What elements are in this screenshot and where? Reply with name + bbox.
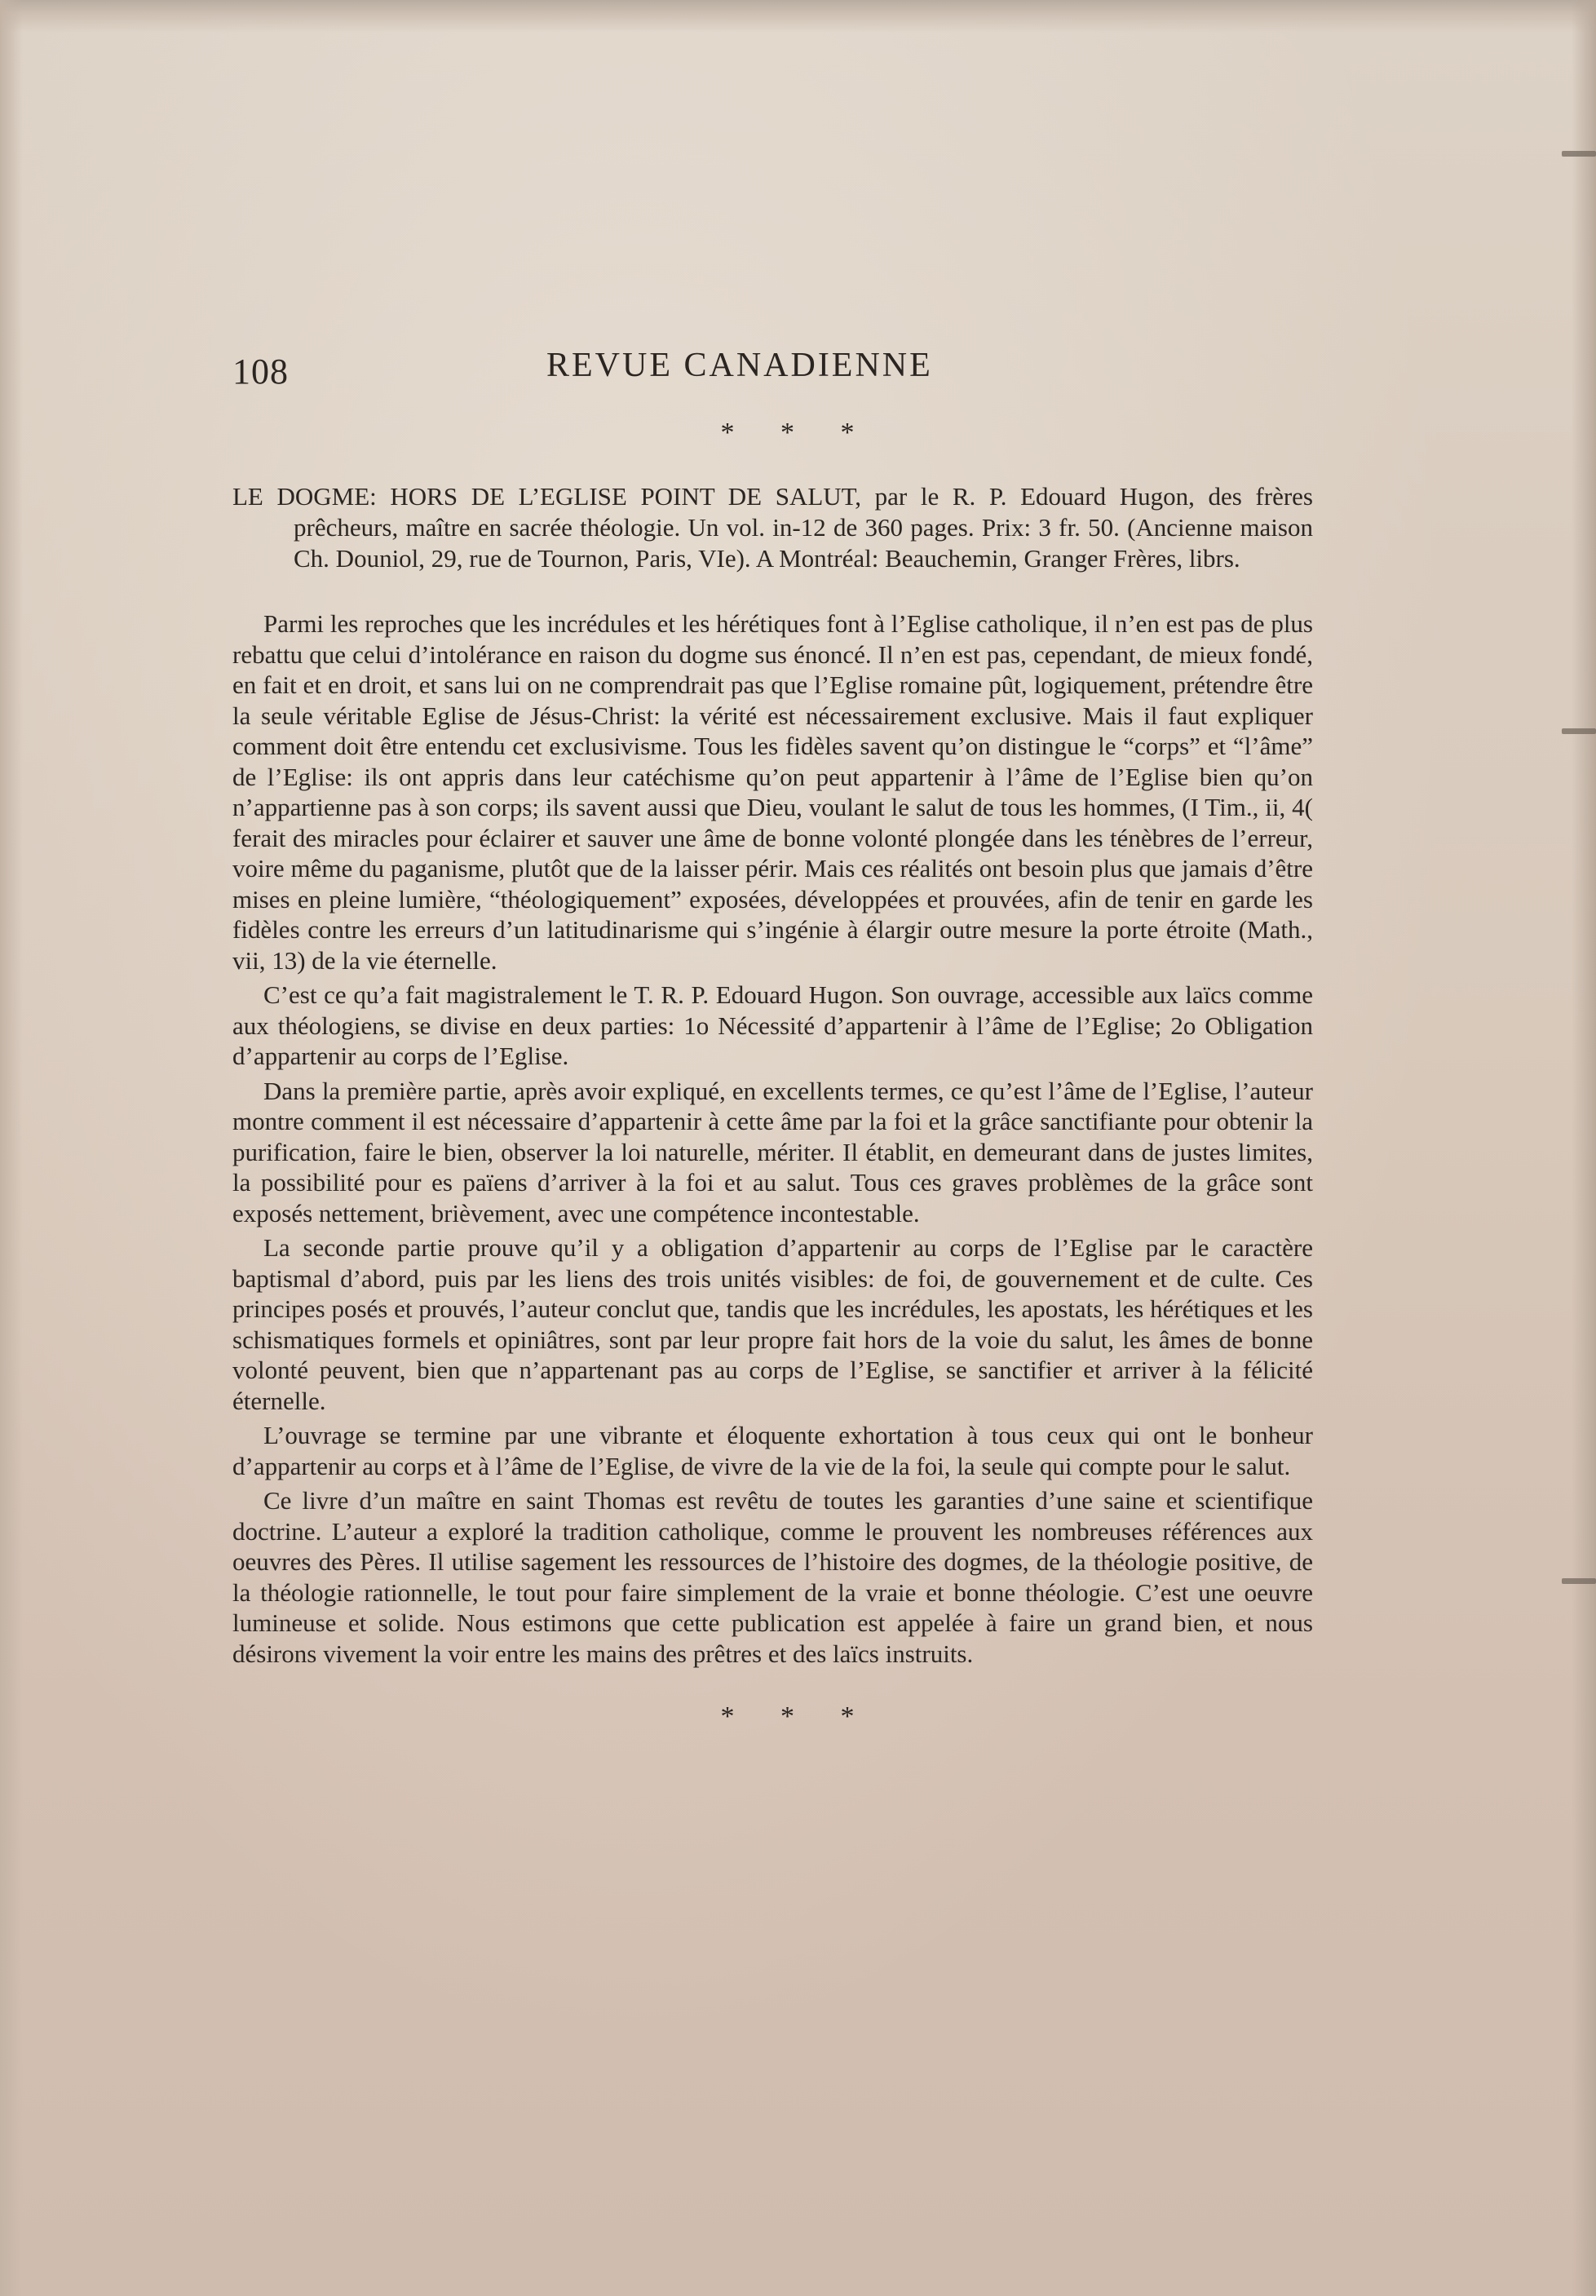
review-paragraph: Dans la première partie, après avoir expliqué, en excellents termes, ce qu’est l’âme de l’Eglise, l’auteur montre comment il est nécessaire d’appartenir à cette âme par la foi et la grâce sanctifiante pour obtenir la purification, faire le bien, observer la loi naturelle, mériter. Il établit, en demeurant dans de justes limites, la possibilité pour es païens d’arriver à la foi et au salut. Tous ces graves problèmes de la grâce sont exposés nettement, brièvement, avec une compétence incontestable. [232, 1076, 1313, 1228]
review-paragraph: Parmi les reproches que les incrédules et les hérétiques font à l’Eglise catholique, il n’en est pas de plus rebattu que celui d’intolérance en raison du dogme sus énoncé. Il n’en est pas, cependant, de mieux fondé, en fait et en droit, et sans lui on ne comprendrait pas que l’Eglise romaine pût, logiquement, prétendre être la seule véritable Eglise de Jésus-Christ: la vérité est nécessairement exclusive. Mais il faut expliquer comment doit être entendu cet exclusivisme. Tous les fidèles savent qu’on distingue le “corps” et “l’âme” de l’Eglise: ils ont appris dans leur catéchisme qu’on peut appartenir à l’âme de l’Eglise bien qu’on n’appartienne pas à son corps; ils savent aussi que Dieu, voulant le salut de tous les hommes, (I Tim., ii, 4( ferait des miracles pour éclairer et sauver une âme de bonne volonté plongée dans les ténèbres de l’erreur, voire même du paganisme, plutôt que de la laisser périr. Mais ces réalités ont besoin plus que jamais d’être mises en pleine lumière, “théologiquement” exposées, développées et prouvées, afin de tenir en garde les fidèles contre les erreurs d’un latitudinarisme qui s’ingénie à élargir outre mesure la porte étroite (Math., vii, 13) de la vie éternelle. [232, 609, 1313, 975]
review-paragraph: C’est ce qu’a fait magistralement le T. R. P. Edouard Hugon. Son ouvrage, accessible aux laïcs comme aux théologiens, se divise en deux parties: 1o Nécessité d’appartenir à l’âme de l’Eglise; 2o Obligation d’appartenir au corps de l’Eglise. [232, 980, 1313, 1070]
binding-staple [1562, 151, 1596, 157]
page-right-edge [1572, 0, 1596, 2296]
journal-title: REVUE CANADIENNE [546, 347, 933, 384]
review-paragraph: Ce livre d’un maître en saint Thomas est revêtu de toutes les garanties d’une saine et scientifique doctrine. L’auteur a exploré la tradition catholique, comme le prouvent les nombreuses références aux oeuvres des Pères. Il utilise sagement les ressources de l’histoire des dogmes, de la théologie positive, de la théologie rationnelle, le tout pour faire simplement de la vraie et bonne théologie. C’est une oeuvre lumineuse et solide. Nous estimons que cette publication est appelée à faire un grand bien, et nous désirons vivement la voir entre les mains des prêtres et des laïcs instruits. [232, 1486, 1313, 1668]
review-body [232, 608, 1313, 1669]
page-top-edge [0, 0, 1596, 33]
review-paragraph: L’ouvrage se termine par une vibrante et éloquente exhortation à tous ceux qui ont le bonheur d’appartenir au corps et à l’âme de l’Eglise, de vivre de la vie de la foi, la seule qui compte pour le salut. [232, 1421, 1313, 1480]
page-left-edge [0, 0, 23, 2296]
section-separator: * * * [720, 1701, 874, 1732]
text-column [232, 343, 1313, 1732]
section-separator: * * * [720, 418, 874, 448]
book-citation: LE DOGME: HORS DE L’EGLISE POINT DE SALUT, par le R. P. Edouard Hugon, des frères prêcheurs, maître en sacrée théologie. Un vol. in-12 de 360 pages. Prix: 3 fr. 50. (Ancienne maison Ch. Douniol, 29, rue de Tournon, Paris, VIe). A Montréal: Beauchemin, Granger Frères, librs. [232, 482, 1313, 573]
page-number: 108 [232, 352, 289, 392]
binding-staple [1562, 1578, 1596, 1584]
binding-staple [1562, 728, 1596, 734]
running-head [232, 343, 1313, 400]
review-paragraph: La seconde partie prouve qu’il y a obligation d’appartenir au corps de l’Eglise par le caractère baptismal d’abord, puis par les liens des trois unités visibles: de foi, de gouvernement et de culte. Ces principes posés et prouvés, l’auteur conclut que, tandis que les incrédules, les apostats, les hérétiques et les schismatiques formels et opiniâtres, sont par leur propre fait hors de la voie du salut, les âmes de bonne volonté peuvent, bien que n’appartenant pas au corps de l’Eglise, se sanctifier et arriver à la félicité éternelle. [232, 1233, 1313, 1415]
